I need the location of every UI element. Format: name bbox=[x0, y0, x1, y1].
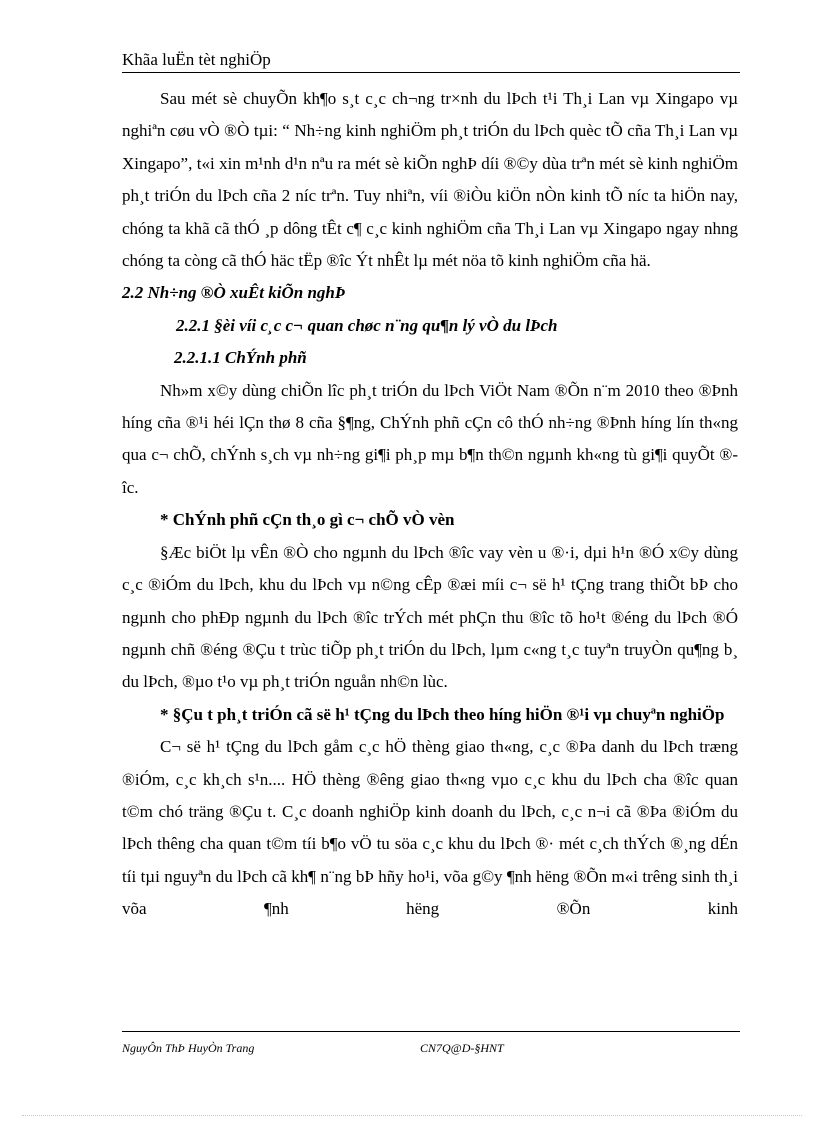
page-edge-divider bbox=[22, 1115, 802, 1116]
page-header bbox=[122, 47, 740, 73]
paragraph-infrastructure: C¬ së h¹ tÇng du lÞch gåm c¸c hÖ thèng giao th«ng, c¸c ®Þa danh du lÞch træng ®iÓm, c¸c kh¸ch s¹n.... HÖ thèng ®êng giao th«ng vµo c¸c khu du lÞch cha ®îc quan t©m chó träng ®Çu t. C¸c doanh nghiÖp kinh doanh du lÞch, c¸c n¬i cã ®Þa ®iÓm du lÞch thêng cha quan t©m tíi b¶o vÖ tu söa c¸c khu du lÞch ®· mét c¸ch thÝch ®¸ng dÉn tíi tµi nguyªn du lÞch cã kh¶ n¨ng bÞ hñy ho¹i, võa g©y ¶nh hëng ®Õn m«i trêng sinh th¸i võa ¶nh hëng ®Õn kinh bbox=[122, 737, 738, 919]
paragraph-capital: §Æc biÖt lµ vÊn ®Ò cho ngµnh du lÞch ®îc vay vèn u ®·i, dµi h¹n ®Ó x©y dùng c¸c ®iÓm du lÞch, khu du lÞch vµ n©ng cÊp ®æi míi c¬ së h¹ tÇng trang thiÕt bÞ cho ngµnh cho phÐp ngµnh du lÞch ®îc trÝch mét phÇn thu ®îc tõ ho¹t ®éng du lÞch ®Ó ngµnh chñ ®éng ®Çu t trùc tiÕp ph¸t triÓn du lÞch, lµm c«ng t¸c tuyªn truyÒn qu¶ng b¸ du lÞch, ®µo t¹o vµ ph¸t triÓn nguån nh©n lùc. bbox=[122, 542, 738, 692]
subheading-infrastructure: * §Çu t ph¸t triÓn cã së h¹ tÇng du lÞch theo híng hiÖn ®¹i vµ chuyªn nghiÖp bbox=[160, 704, 725, 724]
footer-author: NguyÔn ThÞ HuyÒn Trang bbox=[122, 1041, 255, 1055]
paragraph-government: Nh»m x©y dùng chiÕn lîc ph¸t triÓn du lÞch ViÖt Nam ®Õn n¨m 2010 theo ®Þnh híng cña ®¹i héi lÇn thø 8 cña §¶ng, ChÝnh phñ cÇn cô thÓ nh÷ng ®Þnh híng lín th«ng qua c¬ chÕ, chÝnh s¸ch vµ nh÷ng gi¶i ph¸p mµ b¶n th©n ngµnh kh«ng tù gi¶i quyÕt ®îc. bbox=[122, 380, 738, 497]
section-heading-2-2-1-1: 2.2.1.1 ChÝnh phñ bbox=[174, 348, 307, 368]
footer-rule bbox=[122, 1031, 740, 1032]
section-heading-2-2-1: 2.2.1 §èi víi c¸c c¬ quan chøc n¨ng qu¶n lý vÒ du lÞch bbox=[176, 315, 558, 335]
footer-class: CN7Q@D-§HNT bbox=[420, 1041, 504, 1055]
subheading-capital-mechanism: * ChÝnh phñ cÇn th¸o gì c¬ chÕ vÒ vèn bbox=[160, 510, 455, 530]
section-heading-2-2: 2.2 Nh÷ng ®Ò xuÊt kiÕn nghÞ bbox=[122, 283, 346, 303]
document-body bbox=[122, 83, 738, 926]
paragraph-intro: Sau mét sè chuyÕn kh¶o s¸t c¸c ch¬ng tr×nh du lÞch t¹i Th¸i Lan vµ Xingapo vµ nghiªn cøu vÒ ®Ò tµi: “ Nh÷ng kinh nghiÖm ph¸t triÓn du lÞch quèc tÕ cña Th¸i Lan vµ Xingapo”, t«i xin m¹nh d¹n nªu ra mét sè kiÕn nghÞ díi ®©y dùa trªn mét sè kinh nghiÖm ph¸t triÓn du lÞch cña 2 níc trªn. Tuy nhiªn, víi ®iÒu kiÖn nÒn kinh tÕ níc ta hiÖn nay, chóng ta khã cã thÓ ¸p dông tÊt c¶ c¸c kinh nghiÖm cña Th¸i Lan vµ Xingapo ngay nhng chóng ta còng cã thÓ häc tËp ®îc Ýt nhÊt lµ mét nöa tõ kinh nghiÖm cña hä. bbox=[122, 89, 738, 271]
header-title: Khãa luËn tèt nghiÖp bbox=[122, 50, 271, 69]
